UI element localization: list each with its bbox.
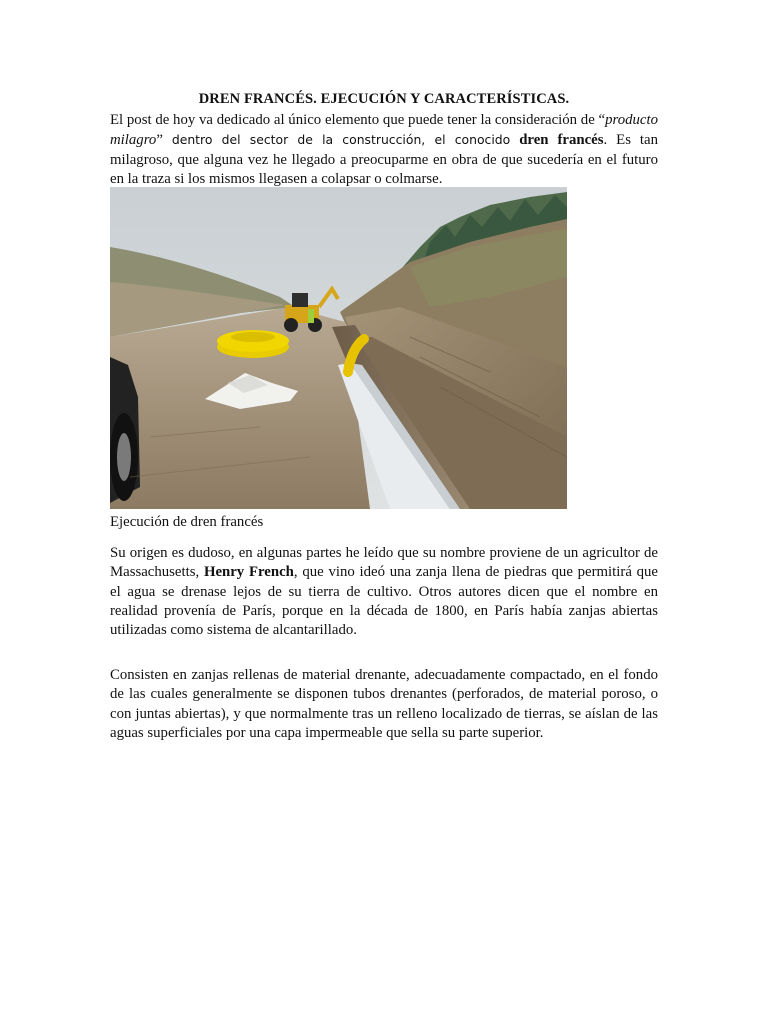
description-paragraph: Consisten en zanjas rellenas de material drenante, adecuadamente compactado, en el fondo de las cuales generalmente se disponen tubos drenantes (perforados, de material poroso, o con juntas abiertas), y que normalmente tras un relleno localizado de tierras, se aíslan de las aguas superficiales por una capa impermeable que sella su parte superior. [110,667,658,741]
intro-emphasis: producto milagro [110,112,658,149]
document-title: DREN FRANCÉS. EJECUCIÓN Y CARACTERÍSTICAS. [198,91,570,107]
origin-paragraph [110,544,658,640]
intro-text-4: . Es tan milagroso, que alguna vez he llegado a preocuparme en obra de que sucedería en el futuro en la traza si los mismos llegasen a colapsar o colmarse. [110,132,659,187]
trench-photo [110,187,567,509]
origin-bold-name: Henry French [203,564,294,581]
intro-text-1: El post de hoy va dedicado al único elemento que puede tener la consideración de “ [110,112,606,128]
intro-text-3 [510,132,519,148]
intro-text-2: ” [156,132,172,149]
photo-caption: Ejecución de dren francés [110,514,264,530]
intro-sans-text: dentro del sector de la construcción, el conocido [171,132,511,148]
intro-bold-term: dren francés [519,132,604,149]
origin-text-1: Su origen es dudoso, en algunas partes he leído que su nombre proviene de un agricultor de Massachusetts, [110,545,658,581]
intro-paragraph [110,111,658,189]
origin-text-2: , que vino ideó una zanja llena de piedras que permitirá que el agua se drenase lejos de su tierra de cultivo. Otros autores dicen que el nombre en realidad provenía de París, porque en la década de 1800, en París había zanjas abiertas utilizadas como sistema de alcantarillado. [110,564,658,639]
